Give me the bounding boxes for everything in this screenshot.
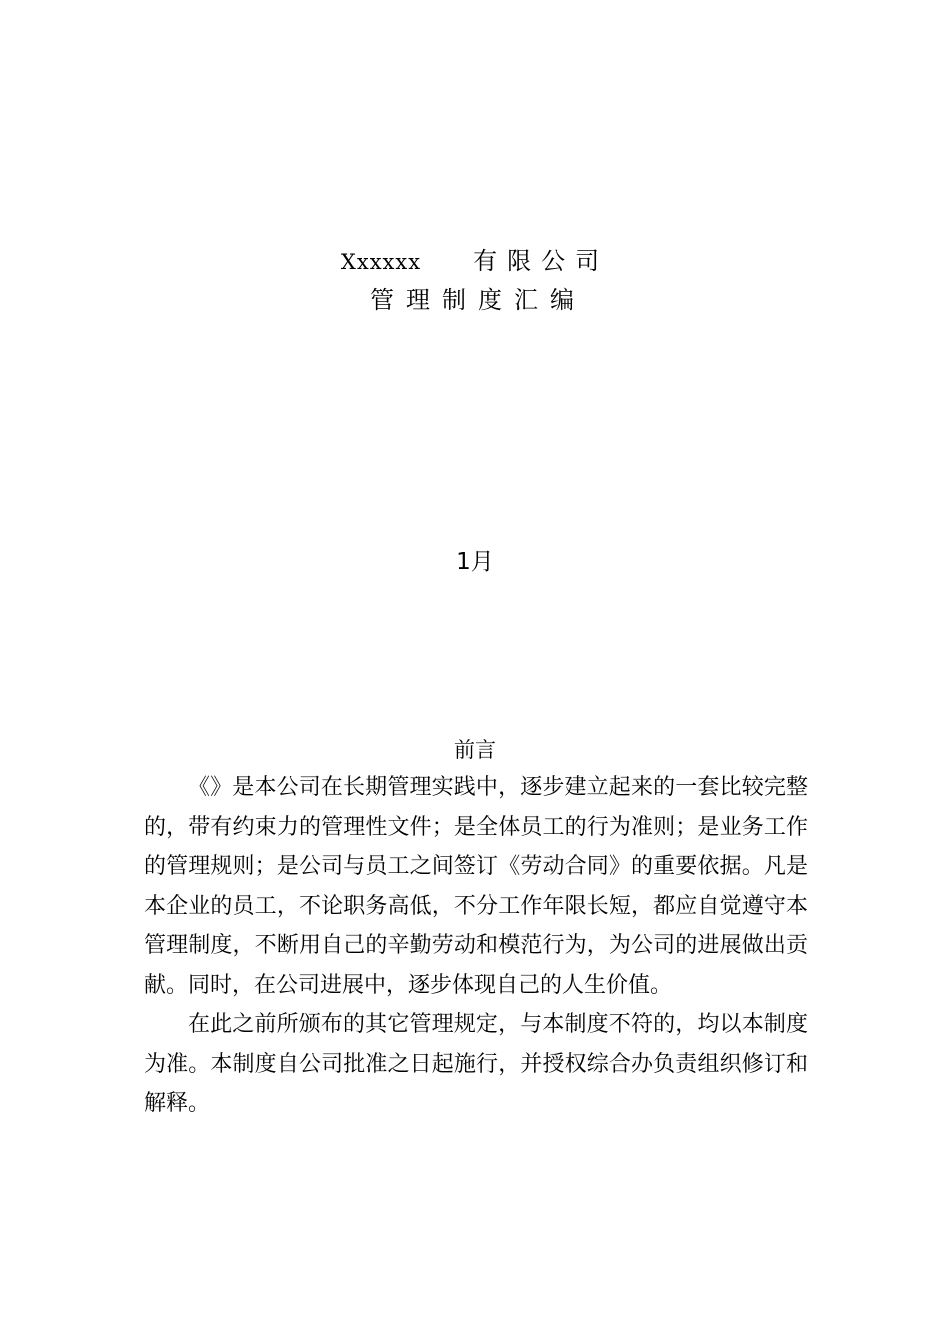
preface-body	[144, 768, 808, 1124]
company-suffix: 有限公司	[473, 247, 610, 275]
preface-paragraph-2: 在此之前所颁布的其它管理规定，与本制度不符的，均以本制度为准。本制度自公司批准之日起施行，并授权综合办负责组织修订和解释。	[144, 1012, 808, 1116]
company-name: Xxxxxx	[340, 250, 422, 274]
preface-heading: 前言	[454, 738, 496, 762]
cover-company-title	[0, 244, 950, 279]
document-title: 管理制度汇编	[370, 286, 586, 314]
cover-date: 1月	[456, 549, 494, 575]
preface-paragraph-1: 《》是本公司在长期管理实践中，逐步建立起来的一套比较完整的，带有约束力的管理性文件；是全体员工的行为准则；是业务工作的管理规则；是公司与员工之间签订《劳动合同》的重要依据。凡是本企业的员工，不论职务高低，不分工作年限长短，都应自觉遵守本管理制度，不断用自己的辛勤劳动和模范行为，为公司的进展做出贡献。同时，在公司进展中，逐步体现自己的人生价值。	[144, 775, 808, 998]
